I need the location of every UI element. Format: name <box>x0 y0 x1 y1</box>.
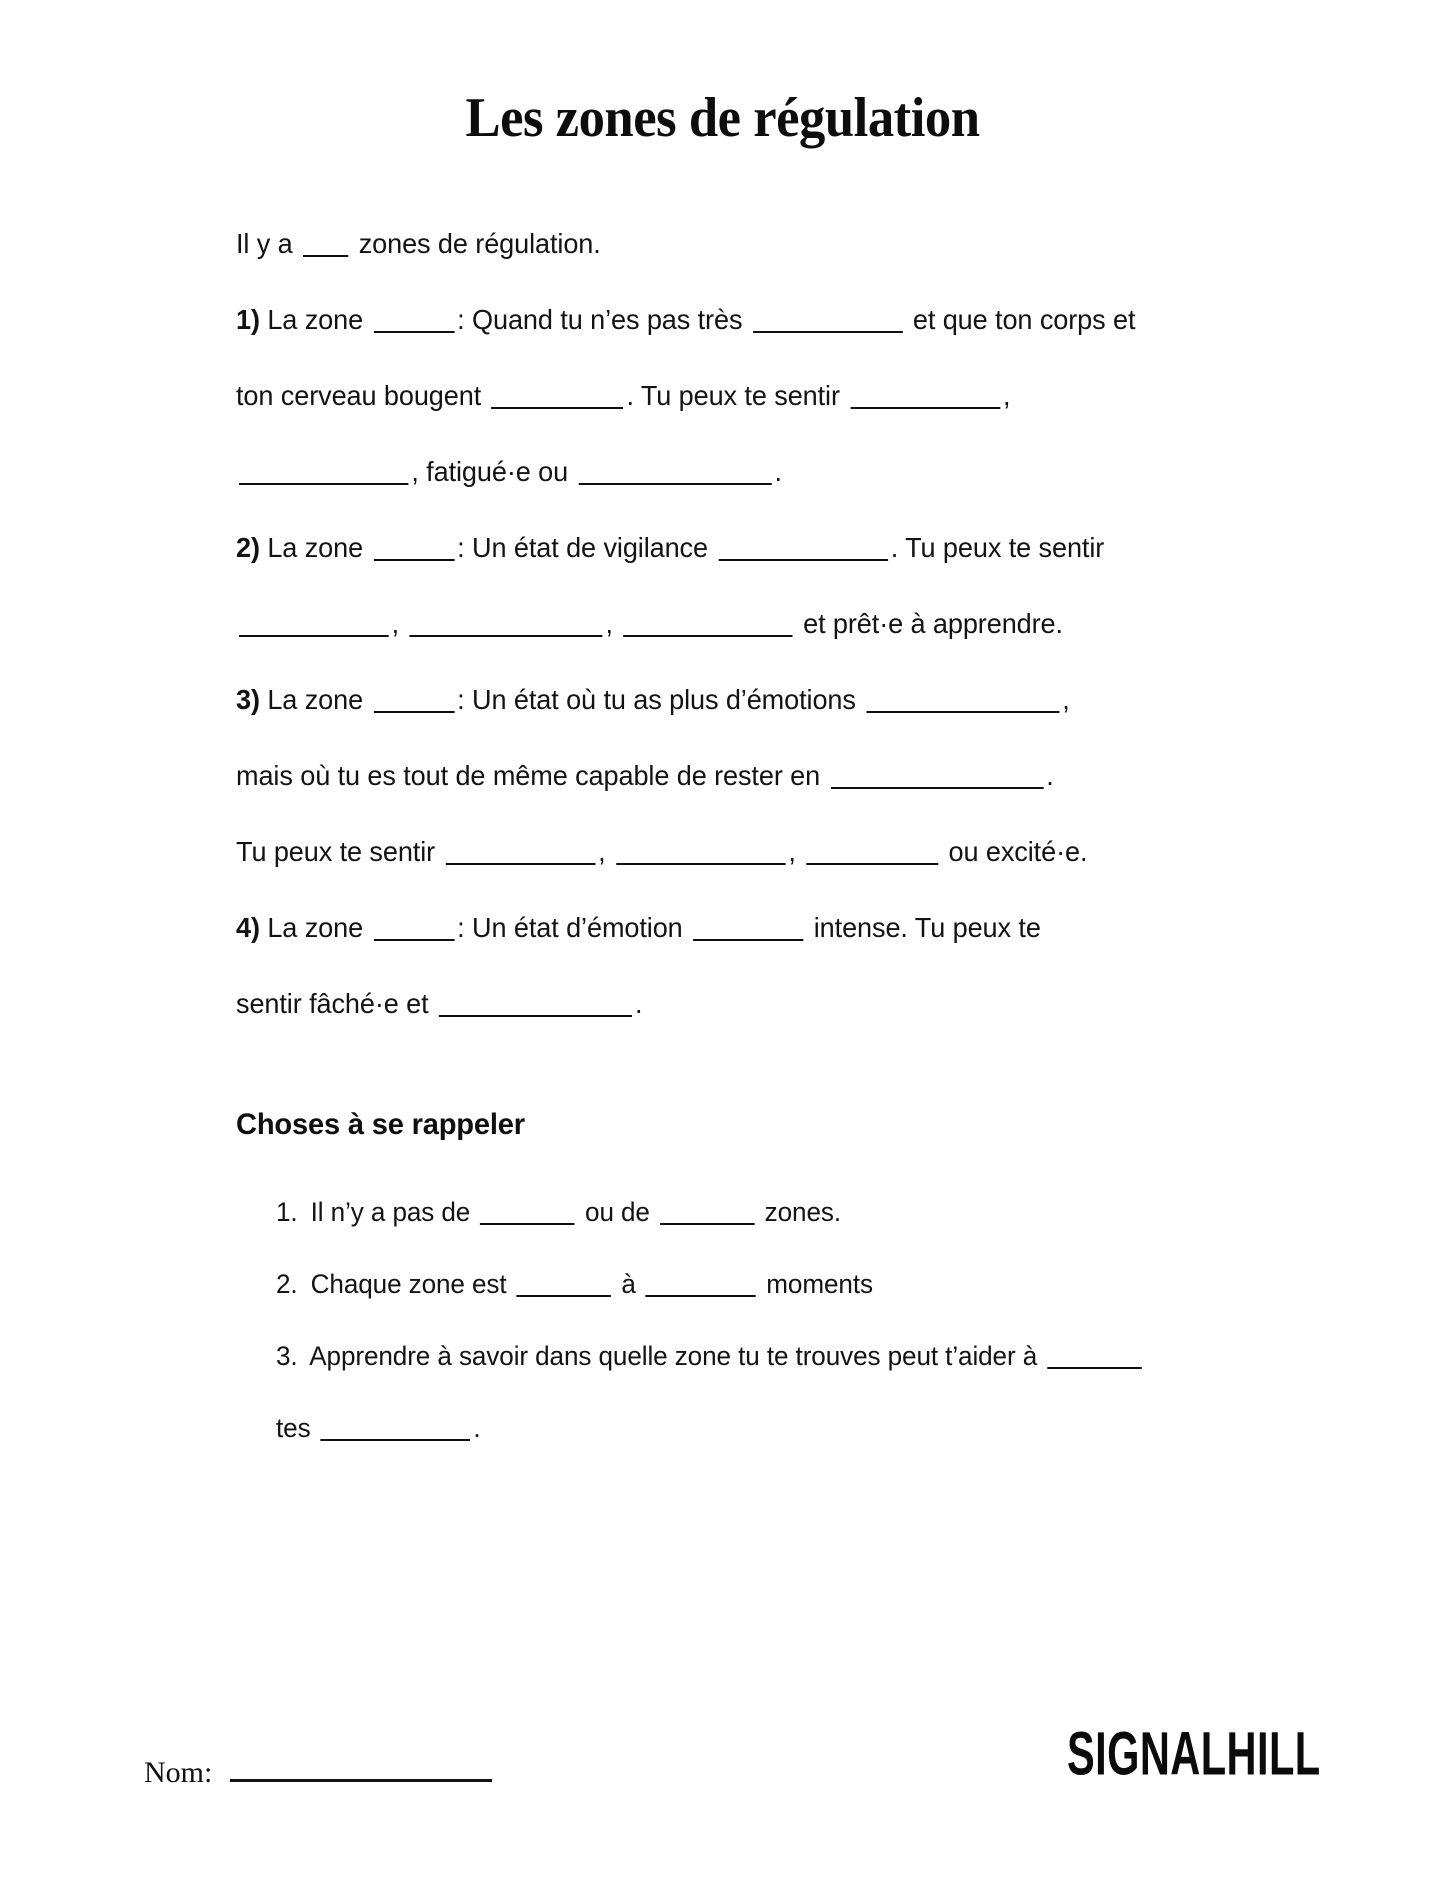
item-3-text-i: ou excité·e. <box>948 835 1087 867</box>
item-2-text-c: . Tu peux te sentir <box>890 531 1104 563</box>
item-2-number: 2) <box>235 531 260 563</box>
name-input-line[interactable] <box>230 1761 492 1782</box>
blank-item-2-alertness[interactable] <box>718 540 887 561</box>
intro-text-before: Il y a <box>235 227 293 259</box>
item-3-text-c: , <box>1061 683 1070 715</box>
reminders-list <box>236 1176 1210 1464</box>
reminder-1-text-a: Il n’y a pas de <box>310 1196 470 1227</box>
blank-item-1-movement[interactable] <box>491 388 623 409</box>
intro-text-after: zones de régulation. <box>358 227 601 259</box>
item-3-line-1 <box>236 662 1195 738</box>
reminder-2-text-a: Chaque zone est <box>310 1268 507 1299</box>
signalhill-logo <box>1067 1719 1327 1790</box>
item-3-text-f: Tu peux te sentir <box>235 835 435 867</box>
reminder-item-2 <box>276 1248 1196 1320</box>
blank-item-3-feeling-3[interactable] <box>806 844 938 865</box>
item-1-line-3 <box>236 434 1195 510</box>
blank-item-2-feeling-3[interactable] <box>623 616 792 637</box>
item-1-line-1 <box>236 282 1195 358</box>
blank-item-3-emotion[interactable] <box>866 692 1059 713</box>
blank-item-3-feeling-1[interactable] <box>445 844 595 865</box>
item-3-line-3 <box>236 814 1195 890</box>
brand-text-signal: SIGNAL <box>1067 1720 1227 1789</box>
blank-item-4-emotion[interactable] <box>693 920 803 941</box>
blank-item-1-feeling-1[interactable] <box>850 388 1000 409</box>
item-4-text-d: sentir fâché·e et <box>235 987 429 1019</box>
worksheet-body <box>118 206 1328 1464</box>
item-2-line-1 <box>236 510 1195 586</box>
item-1-text-f: , <box>1002 379 1010 411</box>
reminder-1-index: 1. <box>275 1196 298 1227</box>
intro-sentence <box>236 206 1195 282</box>
reminder-item-1 <box>276 1176 1196 1248</box>
blank-reminder-1-bad[interactable] <box>659 1204 754 1225</box>
reminder-3-text-a: Apprendre à savoir dans quelle zone tu te trouves peut t’aider à <box>308 1340 1037 1371</box>
item-3-text-h: , <box>787 835 796 867</box>
item-2-text-e: , <box>604 607 613 639</box>
blank-item-4-feeling[interactable] <box>438 996 631 1017</box>
item-3-number: 3) <box>235 683 260 715</box>
item-4-line-2 <box>236 966 1195 1042</box>
name-field[interactable] <box>118 1756 492 1790</box>
page-footer <box>0 1670 1445 1790</box>
blank-item-1-feeling-3[interactable] <box>578 464 771 485</box>
item-1-text-d: ton cerveau bougent <box>235 379 481 411</box>
name-label: Nom: <box>144 1756 213 1789</box>
blank-reminder-2-ok[interactable] <box>516 1276 611 1297</box>
item-4-text-e: . <box>634 987 642 1019</box>
blank-item-2-feeling-1[interactable] <box>238 616 388 637</box>
item-1-text-b: : Quand tu n’es pas très <box>456 303 742 335</box>
item-4-text-c: intense. Tu peux te <box>813 911 1041 943</box>
blank-item-3-feeling-2[interactable] <box>615 844 784 865</box>
page-title: Les zones de régulation <box>465 87 980 149</box>
blank-item-1-zone[interactable] <box>373 312 454 333</box>
item-1-number: 1) <box>235 303 260 335</box>
blank-intro-count[interactable] <box>303 236 348 257</box>
reminder-2-text-b: à <box>620 1268 636 1299</box>
blank-item-3-zone[interactable] <box>373 692 454 713</box>
reminder-2-text-c: moments <box>765 1268 873 1299</box>
item-3-text-d: mais où tu es tout de même capable de rester en <box>235 759 820 791</box>
reminder-3-text-b: tes <box>275 1412 311 1443</box>
reminder-item-3-continued <box>276 1392 1196 1464</box>
brand-text-hill: HILL <box>1226 1720 1321 1789</box>
item-3-text-a: La zone <box>266 683 363 715</box>
blank-item-2-zone[interactable] <box>373 540 454 561</box>
item-2-text-f: et prêt·e à apprendre. <box>802 607 1063 639</box>
blank-item-2-feeling-2[interactable] <box>409 616 602 637</box>
blank-reminder-3-emotions[interactable] <box>320 1420 470 1441</box>
item-4-number: 4) <box>235 911 260 943</box>
blank-item-3-control[interactable] <box>830 768 1043 789</box>
blank-reminder-1-good[interactable] <box>480 1204 575 1225</box>
blank-item-1-feeling-2[interactable] <box>238 464 407 485</box>
item-1-text-h: . <box>773 455 782 487</box>
reminder-item-3 <box>276 1320 1196 1392</box>
blank-item-1-energy[interactable] <box>752 312 902 333</box>
item-1-text-a: La zone <box>266 303 363 335</box>
item-2-text-b: : Un état de vigilance <box>456 531 708 563</box>
item-1-text-c: et que ton corps et <box>912 303 1135 335</box>
reminder-3-index: 3. <box>275 1340 298 1371</box>
item-2-line-2 <box>236 586 1195 662</box>
item-3-line-2 <box>236 738 1195 814</box>
item-4-text-b: : Un état d’émotion <box>456 911 683 943</box>
item-3-text-g: , <box>597 835 606 867</box>
item-1-line-2 <box>236 358 1195 434</box>
section-heading-reminders: Choses à se rappeler <box>235 1107 525 1141</box>
reminder-1-text-c: zones. <box>764 1196 841 1227</box>
item-3-text-b: : Un état où tu as plus d’émotions <box>456 683 856 715</box>
blank-item-4-zone[interactable] <box>373 920 454 941</box>
item-1-text-e: . Tu peux te sentir <box>625 379 840 411</box>
reminder-2-index: 2. <box>275 1268 298 1299</box>
item-1-text-g: , fatigué·e ou <box>410 455 568 487</box>
item-3-text-e: . <box>1045 759 1054 791</box>
blank-reminder-3-manage[interactable] <box>1047 1348 1142 1369</box>
item-2-text-d: , <box>391 607 399 639</box>
reminder-3-text-c: . <box>472 1412 480 1443</box>
blank-reminder-2-certain[interactable] <box>645 1276 755 1297</box>
item-4-text-a: La zone <box>266 911 363 943</box>
reminder-1-text-b: ou de <box>584 1196 650 1227</box>
item-4-line-1 <box>236 890 1195 966</box>
item-2-text-a: La zone <box>266 531 363 563</box>
